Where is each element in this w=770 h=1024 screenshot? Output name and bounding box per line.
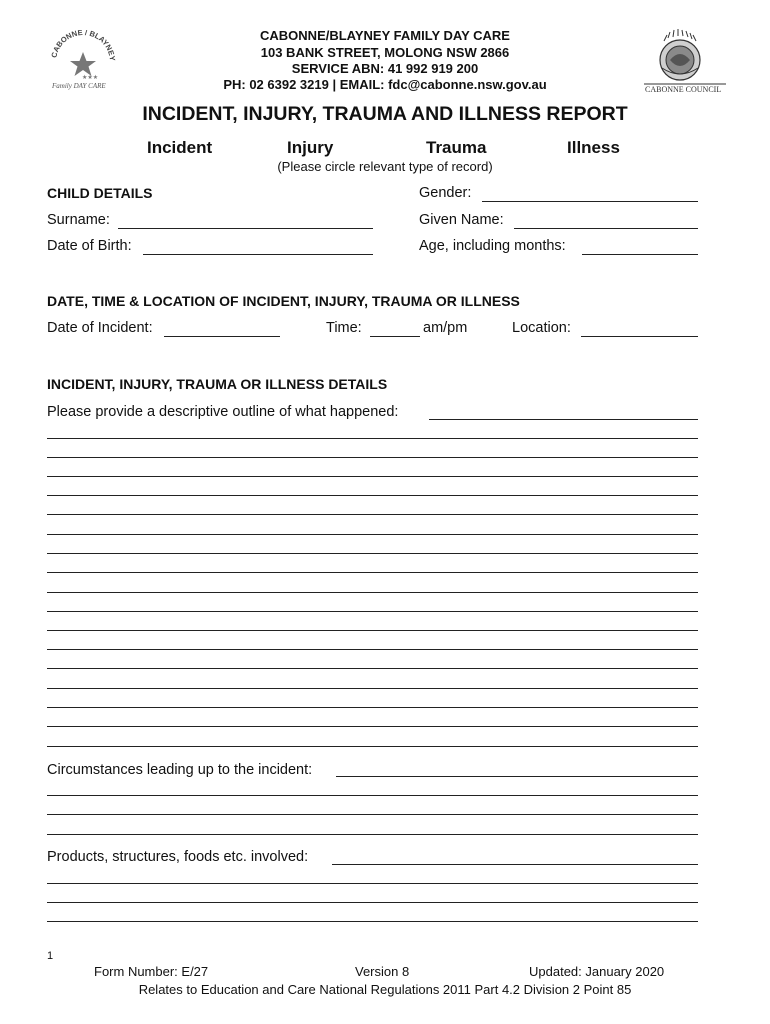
outline-line[interactable] xyxy=(47,726,698,727)
date-location-heading: DATE, TIME & LOCATION OF INCIDENT, INJURY, TRAUMA OR ILLNESS xyxy=(47,293,520,309)
age-field[interactable] xyxy=(582,254,698,255)
products-line[interactable] xyxy=(47,883,698,884)
svg-text:★★★: ★★★ xyxy=(82,74,99,81)
page-number: 1 xyxy=(47,950,54,962)
outline-line[interactable] xyxy=(47,534,698,535)
org-abn: SERVICE ABN: 41 992 919 200 xyxy=(291,61,479,76)
time-field[interactable] xyxy=(370,336,420,337)
outline-line[interactable] xyxy=(47,592,698,593)
outline-line[interactable] xyxy=(47,707,698,708)
ampm-label: am/pm xyxy=(423,320,468,336)
outline-line[interactable] xyxy=(47,688,698,689)
form-title: INCIDENT, INJURY, TRAUMA AND ILLNESS REPORT xyxy=(142,103,628,125)
svg-text:CABONNE / BLAYNEY: CABONNE / BLAYNEY xyxy=(49,30,118,62)
outline-line[interactable] xyxy=(47,438,698,439)
child-details-heading: CHILD DETAILS xyxy=(47,185,153,201)
time-label: Time: xyxy=(326,320,362,336)
svg-text:Family DAY CARE: Family DAY CARE xyxy=(52,82,106,90)
record-type-trauma[interactable]: Trauma xyxy=(426,138,487,157)
products-field[interactable] xyxy=(332,864,698,865)
family-day-care-logo xyxy=(48,30,118,92)
date-of-incident-field[interactable] xyxy=(164,336,280,337)
given-name-field[interactable] xyxy=(514,228,698,229)
form-updated: Updated: January 2020 xyxy=(529,964,665,979)
dob-label: Date of Birth: xyxy=(47,238,132,254)
surname-field[interactable] xyxy=(118,228,373,229)
record-type-illness[interactable]: Illness xyxy=(567,138,620,157)
record-type-incident[interactable]: Incident xyxy=(147,138,213,157)
age-label: Age, including months: xyxy=(419,238,566,254)
circumstances-label: Circumstances leading up to the incident: xyxy=(47,762,313,778)
date-of-incident-label: Date of Incident: xyxy=(47,320,153,336)
surname-label: Surname: xyxy=(47,212,110,228)
cabonne-council-crest xyxy=(640,28,730,94)
circumstances-line[interactable] xyxy=(47,834,698,835)
outline-line[interactable] xyxy=(47,649,698,650)
gender-field[interactable] xyxy=(482,201,698,202)
outline-line[interactable] xyxy=(47,457,698,458)
form-number: Form Number: E/27 xyxy=(94,964,209,979)
outline-line[interactable] xyxy=(47,553,698,554)
outline-line[interactable] xyxy=(47,476,698,477)
council-caption: CABONNE COUNCIL xyxy=(645,85,722,94)
dob-field[interactable] xyxy=(143,254,373,255)
gender-label: Gender: xyxy=(419,185,472,201)
outline-line[interactable] xyxy=(47,572,698,573)
location-label: Location: xyxy=(512,320,571,336)
org-address: 103 BANK STREET, MOLONG NSW 2866 xyxy=(260,45,510,60)
org-contact: PH: 02 6392 3219 | EMAIL: fdc@cabonne.nsw.gov.au xyxy=(223,77,547,92)
record-type-injury[interactable]: Injury xyxy=(287,138,334,157)
outline-line[interactable] xyxy=(47,514,698,515)
outline-field[interactable] xyxy=(429,419,698,420)
location-field[interactable] xyxy=(581,336,698,337)
regulation-note: Relates to Education and Care National Regulations 2011 Part 4.2 Division 2 Point 85 xyxy=(138,982,632,997)
details-heading: INCIDENT, INJURY, TRAUMA OR ILLNESS DETAILS xyxy=(47,376,388,392)
outline-line[interactable] xyxy=(47,611,698,612)
products-line[interactable] xyxy=(47,902,698,903)
record-type-note: (Please circle relevant type of record) xyxy=(277,159,493,174)
form-version: Version 8 xyxy=(355,964,410,979)
circumstances-line[interactable] xyxy=(47,814,698,815)
products-line[interactable] xyxy=(47,921,698,922)
org-name: CABONNE/BLAYNEY FAMILY DAY CARE xyxy=(260,28,510,43)
outline-line[interactable] xyxy=(47,746,698,747)
circumstances-line[interactable] xyxy=(47,795,698,796)
given-name-label: Given Name: xyxy=(419,212,504,228)
products-label: Products, structures, foods etc. involved: xyxy=(47,849,309,865)
outline-line[interactable] xyxy=(47,495,698,496)
outline-label: Please provide a descriptive outline of what happened: xyxy=(47,404,399,420)
outline-line[interactable] xyxy=(47,668,698,669)
circumstances-field[interactable] xyxy=(336,776,698,777)
outline-line[interactable] xyxy=(47,630,698,631)
